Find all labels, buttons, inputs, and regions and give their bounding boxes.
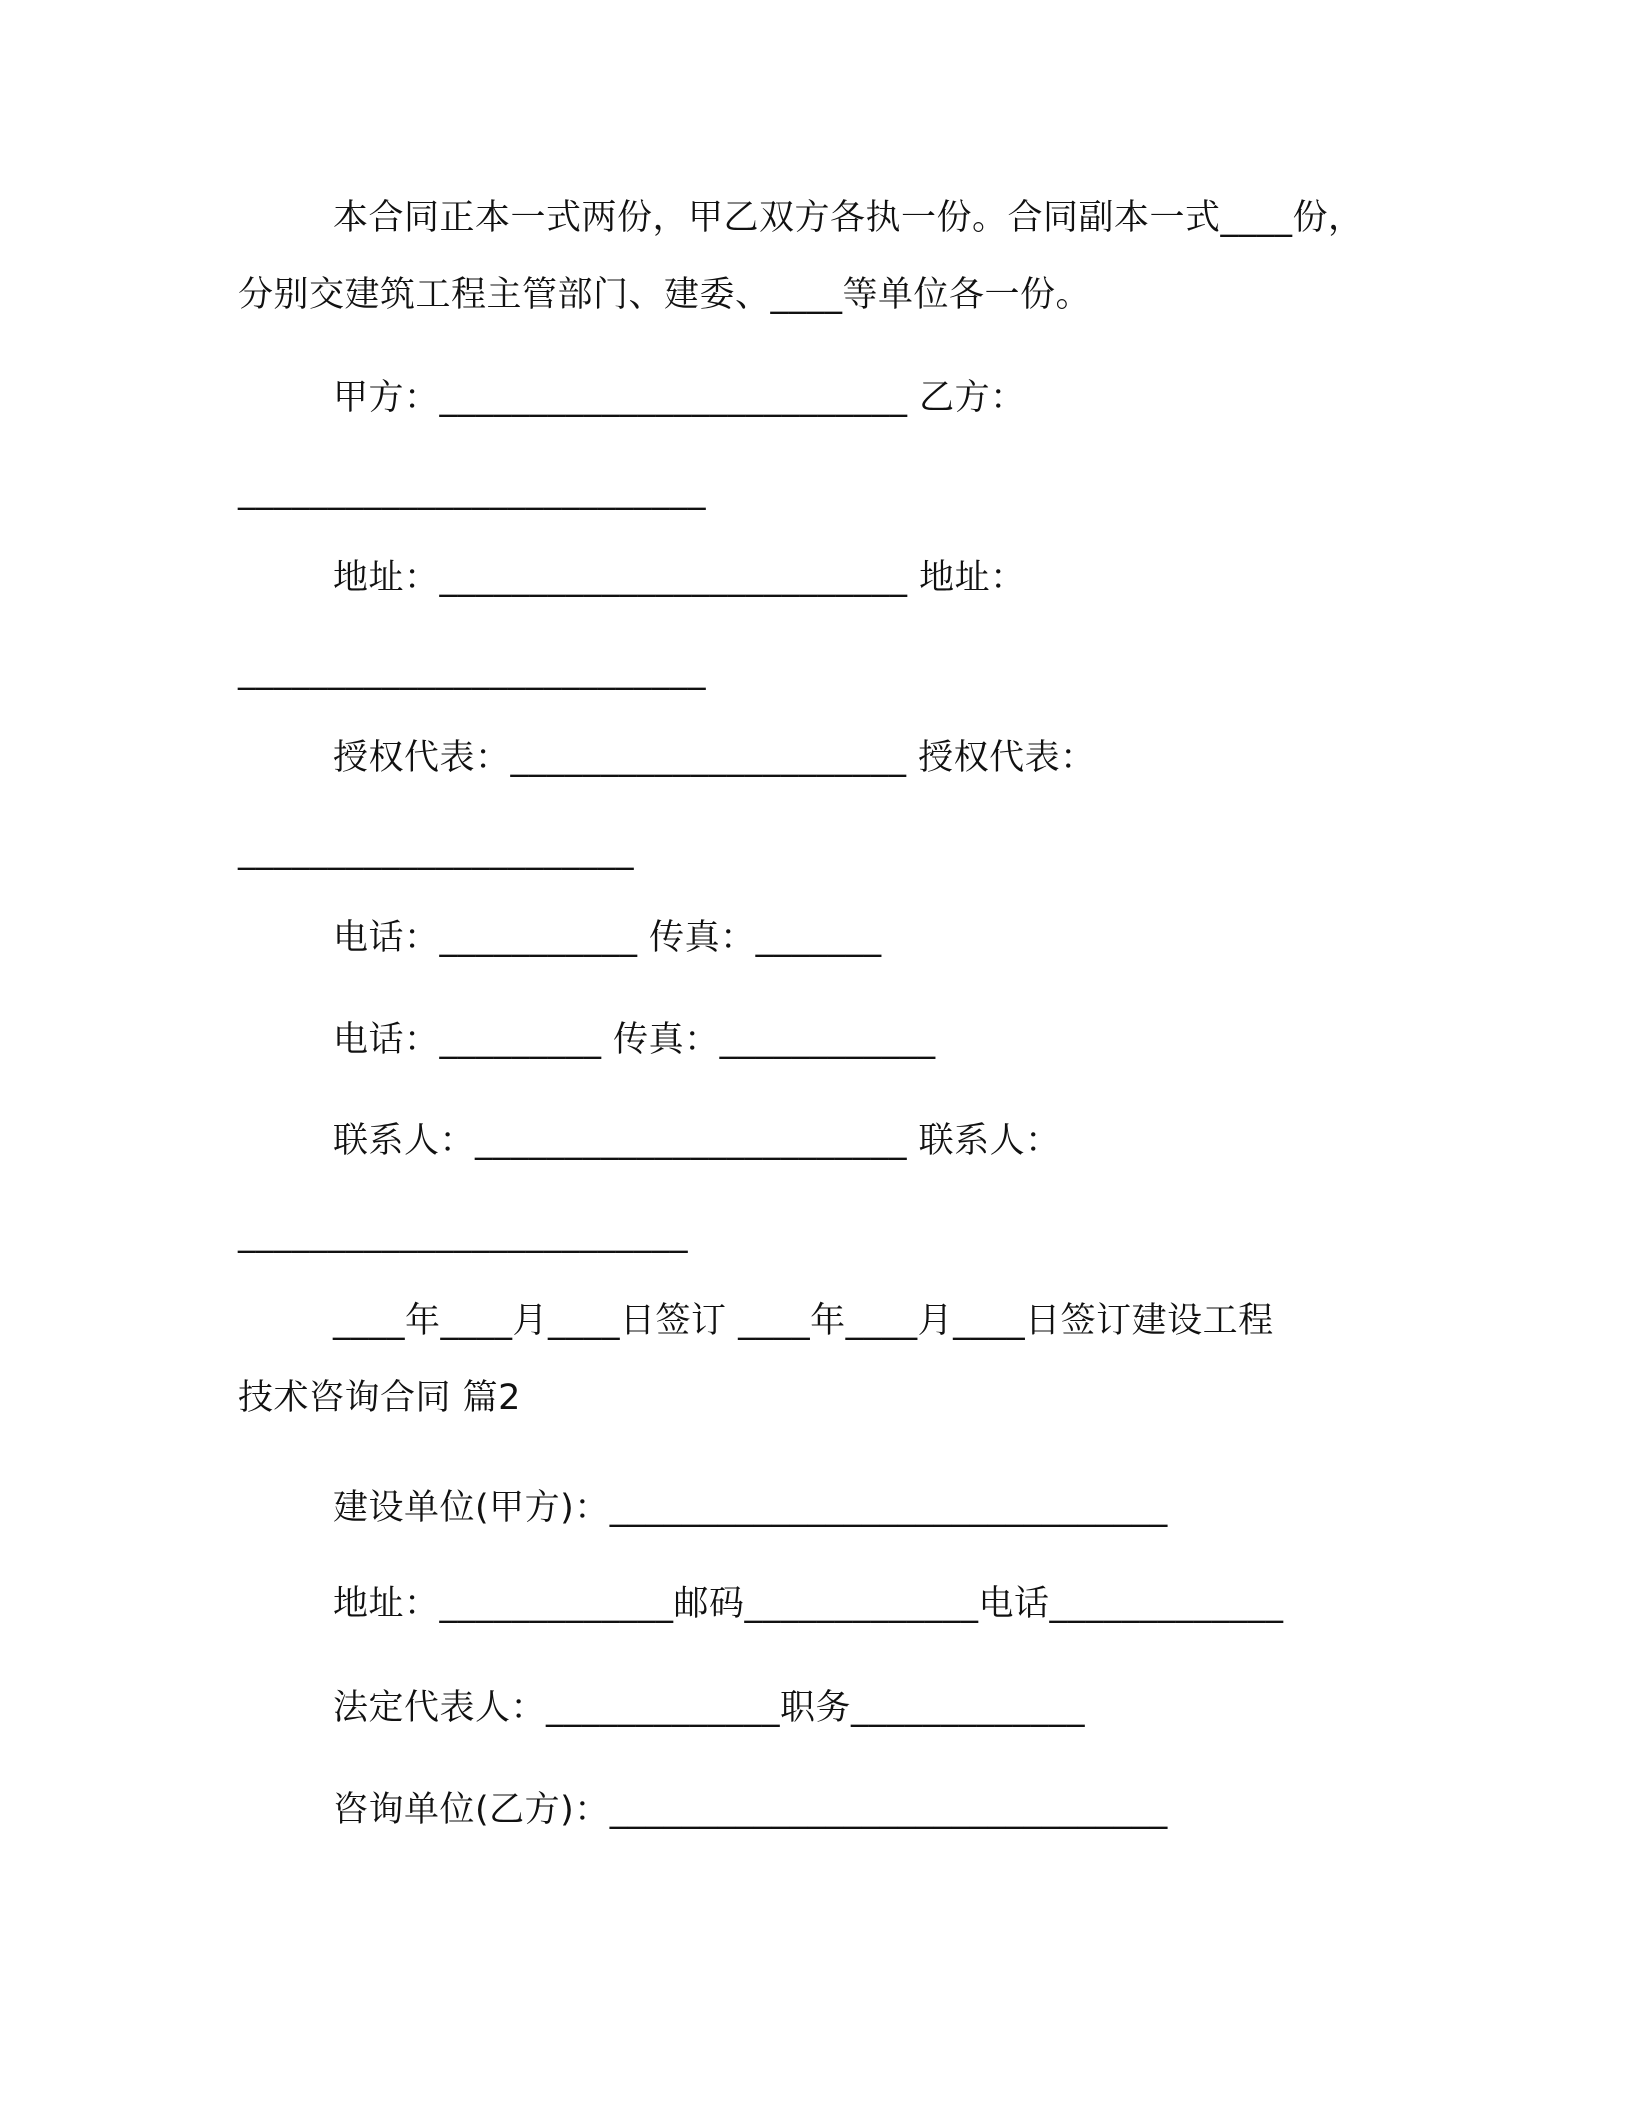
authorized-rep-b-blank: ______________________	[238, 831, 634, 871]
contact-person-b-blank: _________________________	[238, 1214, 688, 1254]
consulting-unit-line: 咨询单位(乙方)：_______________________________	[333, 1790, 1168, 1830]
party-b-blank: __________________________	[238, 471, 706, 511]
contact-person-line: 联系人：________________________ 联系人：	[333, 1121, 1061, 1161]
paragraph-copies-line-2: 分别交建筑工程主管部门、建委、____等单位各一份。	[238, 275, 1092, 315]
signing-date-line: ____年____月____日签订 ____年____月____日签订建设工程	[333, 1301, 1274, 1341]
party-a-b-line: 甲方：__________________________ 乙方：	[333, 378, 1026, 418]
authorized-rep-line: 授权代表：______________________ 授权代表：	[333, 738, 1096, 778]
phone-fax-line-1: 电话：___________ 传真：_______	[333, 918, 882, 958]
address-line: 地址：__________________________ 地址：	[333, 558, 1026, 598]
legal-rep-line: 法定代表人：_____________职务_____________	[333, 1688, 1086, 1728]
phone-fax-line-2: 电话：_________ 传真：____________	[333, 1020, 936, 1060]
construction-unit-line: 建设单位(甲方)：_______________________________	[333, 1488, 1168, 1528]
address-b-blank: __________________________	[238, 651, 706, 691]
section-title: 技术咨询合同 篇2	[238, 1378, 521, 1418]
address-zip-phone-line: 地址：_____________邮码_____________电话_____________	[333, 1584, 1284, 1624]
paragraph-copies-line-1: 本合同正本一式两份，甲乙双方各执一份。合同副本一式____份，	[333, 198, 1364, 238]
